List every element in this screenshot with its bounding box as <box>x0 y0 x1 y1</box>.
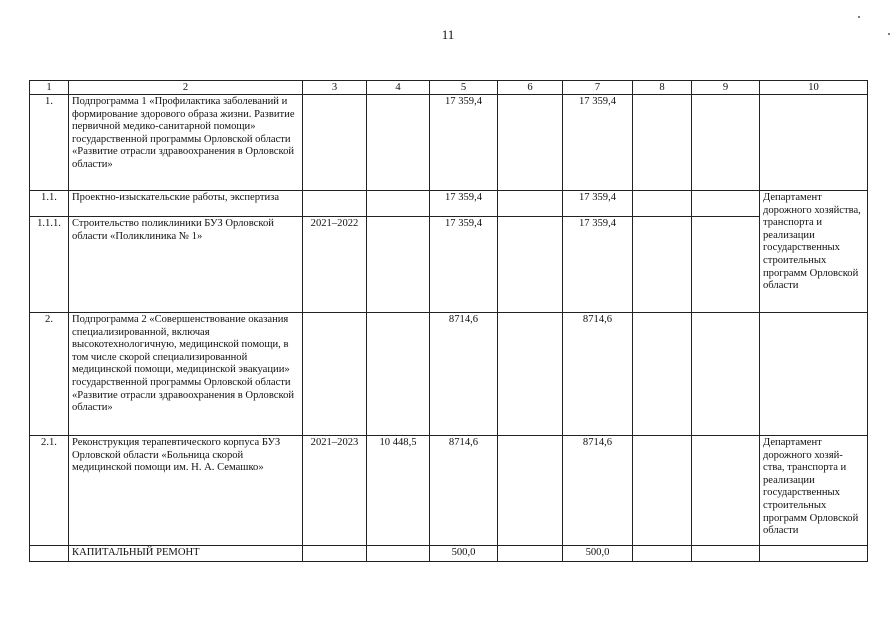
row-col9 <box>692 436 760 546</box>
row-col6 <box>498 436 563 546</box>
scan-speck <box>858 16 860 18</box>
row-col9 <box>692 191 760 217</box>
column-header: 3 <box>303 81 367 95</box>
row-years <box>303 546 367 562</box>
header-row <box>30 81 868 95</box>
row-col6 <box>498 313 563 436</box>
row-number: 2. <box>30 313 69 436</box>
column-header: 7 <box>563 81 633 95</box>
row-years <box>303 191 367 217</box>
table-row <box>30 95 868 191</box>
row-name: Подпрограмма 1 «Профилактика заболеваний и формирование здорового образа жизни. Развитие первичной медико-санитарной помощи» государственной программы Орловской области «Развитие отрасли здравоохранения в Орловской области» <box>69 95 303 191</box>
row-col6 <box>498 217 563 313</box>
row-col8 <box>633 546 692 562</box>
row-col5: 8714,6 <box>430 436 498 546</box>
row-years: 2021–2022 <box>303 217 367 313</box>
page-number: 11 <box>441 27 455 42</box>
row-col7: 8714,6 <box>563 436 633 546</box>
column-header: 1 <box>30 81 69 95</box>
row-col4 <box>367 313 430 436</box>
row-number: 1. <box>30 95 69 191</box>
row-number: 2.1. <box>30 436 69 546</box>
column-header: 9 <box>692 81 760 95</box>
row-col6 <box>498 546 563 562</box>
table-row <box>30 313 868 436</box>
row-col9 <box>692 95 760 191</box>
row-years <box>303 95 367 191</box>
scan-speck <box>888 33 890 35</box>
table-row <box>30 217 868 313</box>
table-row <box>30 436 868 546</box>
row-col4: 10 448,5 <box>367 436 430 546</box>
row-col8 <box>633 191 692 217</box>
table-row <box>30 191 868 217</box>
column-header: 5 <box>430 81 498 95</box>
row-col8 <box>633 95 692 191</box>
program-table <box>29 80 868 562</box>
row-col5: 500,0 <box>430 546 498 562</box>
row-department: Департамент дорожного хозяй-ства, транспорта и реализации государственных строительных программ Орловской области <box>760 436 868 546</box>
row-col7: 8714,6 <box>563 313 633 436</box>
row-number <box>30 546 69 562</box>
row-years: 2021–2023 <box>303 436 367 546</box>
row-number: 1.1.1. <box>30 217 69 313</box>
row-name: Подпрограмма 2 «Совершенствование оказания специализированной, включая высокотехнологичную, медицинской помощи, в том числе скорой специализированной медицинской помощи, медицинской эвакуации» государственной программы Орловской области «Развитие отрасли здравоохранения в Орловской области» <box>69 313 303 436</box>
row-name: Реконструкция терапевтического корпуса БУЗ Орловской области «Больница скорой медицинской помощи им. Н. А. Семашко» <box>69 436 303 546</box>
row-col7: 17 359,4 <box>563 217 633 313</box>
column-header: 8 <box>633 81 692 95</box>
row-col9 <box>692 313 760 436</box>
row-col4 <box>367 95 430 191</box>
row-col8 <box>633 436 692 546</box>
row-department: Департамент дорожного хозяйства, транспорта и реализации государственных строительных программ Орловской области <box>760 191 868 313</box>
row-department <box>760 313 868 436</box>
row-name: Проектно-изыскательские работы, экспертиза <box>69 191 303 217</box>
row-col9 <box>692 217 760 313</box>
row-col8 <box>633 313 692 436</box>
row-col7: 17 359,4 <box>563 191 633 217</box>
row-name: Строительство поликлиники БУЗ Орловской области «Поликлиника № 1» <box>69 217 303 313</box>
column-header: 10 <box>760 81 868 95</box>
row-department <box>760 95 868 191</box>
column-header: 6 <box>498 81 563 95</box>
row-col6 <box>498 191 563 217</box>
row-name: КАПИТАЛЬНЫЙ РЕМОНТ <box>69 546 303 562</box>
row-col4 <box>367 191 430 217</box>
row-col5: 17 359,4 <box>430 191 498 217</box>
row-col5: 17 359,4 <box>430 217 498 313</box>
row-col8 <box>633 217 692 313</box>
row-col5: 17 359,4 <box>430 95 498 191</box>
row-col9 <box>692 546 760 562</box>
row-number: 1.1. <box>30 191 69 217</box>
row-col4 <box>367 546 430 562</box>
row-col6 <box>498 95 563 191</box>
row-col5: 8714,6 <box>430 313 498 436</box>
column-header: 4 <box>367 81 430 95</box>
row-years <box>303 313 367 436</box>
row-department <box>760 546 868 562</box>
table-row <box>30 546 868 562</box>
column-header: 2 <box>69 81 303 95</box>
row-col7: 500,0 <box>563 546 633 562</box>
row-col4 <box>367 217 430 313</box>
row-col7: 17 359,4 <box>563 95 633 191</box>
